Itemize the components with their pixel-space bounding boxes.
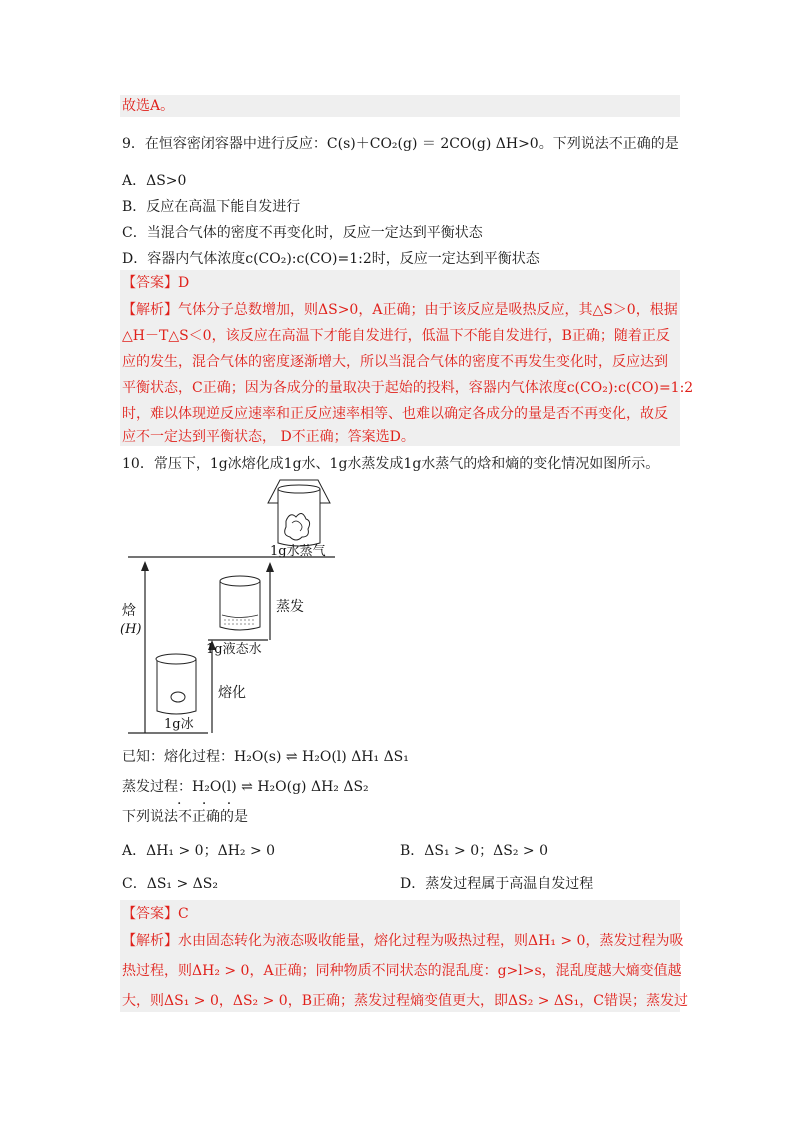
melt-label: 熔化 (218, 685, 246, 701)
liquid-beaker-icon (220, 576, 260, 630)
q10-answer: 【答案】C (122, 906, 189, 922)
ice-label: 1g冰 (164, 717, 194, 732)
q9-option-d: D．容器内气体浓度c(CO₂):c(CO)=1:2时，反应一定达到平衡状态 (122, 251, 540, 267)
q10-known-evaporate: 蒸发过程：H₂O(l) ⇌ H₂O(g) ΔH₂ ΔS₂ (122, 779, 369, 795)
q10-analysis-line: 【解析】水由固态转化为液态吸收能量，熔化过程为吸热过程，则ΔH₁ > 0，蒸发过程为吸 (122, 933, 684, 949)
ice-beaker-icon (156, 654, 196, 714)
emphasis-dots: · · · (177, 796, 240, 812)
q9-analysis-line: 时，难以体现逆反应速率和正反应速率相等、也难以确定各成分的量是否不再变化，故反 (122, 406, 668, 422)
enthalpy-diagram (120, 475, 360, 740)
enthalpy-axis-arrowhead (141, 561, 149, 571)
evaporate-arrowhead (266, 562, 274, 572)
axis-label-h: (H) (120, 622, 142, 637)
q10-stem: 10．常压下，1g冰熔化成1g水、1g水蒸发成1g水蒸气的焓和熵的变化情况如图所示。 (122, 456, 660, 472)
vapor-beaker-icon (268, 480, 330, 546)
q10-option-b: B．ΔS₁ > 0；ΔS₂ > 0 (400, 843, 548, 859)
q10-option-a: A．ΔH₁ > 0；ΔH₂ > 0 (122, 843, 276, 859)
q9-option-b: B．反应在高温下能自发进行 (122, 199, 301, 215)
q9-analysis-line: 【解析】气体分子总数增加，则ΔS>0，A正确；由于该反应是吸热反应，其△S＞0，根据 (122, 302, 678, 318)
q9-option-a: A．ΔS>0 (122, 173, 187, 189)
q9-analysis-line: 平衡状态，C正确；因为各成分的量取决于起始的投料，容器内气体浓度c(CO₂):c(CO)=1:2 (122, 380, 694, 396)
vapor-label: 1g水蒸气 (270, 544, 326, 559)
q10-option-c: C．ΔS₁ > ΔS₂ (122, 876, 218, 892)
q9-analysis-line: △H－T△S＜0，该反应在高温下才能自发进行，低温下不能自发进行，B正确；随着正反 (122, 328, 670, 344)
evaporate-label: 蒸发 (276, 599, 304, 615)
q9-analysis-line: 应的发生，混合气体的密度逐渐增大，所以当混合气体的密度不再发生变化时，反应达到 (122, 354, 668, 370)
liquid-label: 1g液态水 (206, 642, 262, 657)
q10-option-d: D．蒸发过程属于高温自发过程 (400, 876, 594, 892)
q10-analysis-line: 大，则ΔS₁ > 0，ΔS₂ > 0，B正确；蒸发过程熵变值更大，即ΔS₂ > ΔS₁，C错误；蒸发过 (122, 993, 688, 1009)
q9-option-c: C．当混合气体的密度不再变化时，反应一定达到平衡状态 (122, 225, 483, 241)
q9-stem: 9．在恒容密闭容器中进行反应：C(s)＋CO₂(g) ＝ 2CO(g) ΔH>0。下列说法不正确的是 (122, 136, 679, 152)
q10-analysis-line: 热过程，则ΔH₂ > 0，A正确；同种物质不同状态的混乱度：g>l>s，混乱度越大熵变值越 (122, 963, 682, 979)
axis-label-enthalpy: 焓 (122, 603, 136, 619)
q9-answer: 【答案】D (122, 275, 190, 291)
q10-known-melt: 已知：熔化过程：H₂O(s) ⇌ H₂O(l) ΔH₁ ΔS₁ (122, 749, 409, 765)
q10-prompt: 下列说法不正确的是 (122, 809, 248, 825)
answer-block-top (120, 95, 680, 117)
q9-analysis-line: 应不一定达到平衡状态， D不正确；答案选D。 (122, 429, 415, 445)
top-answer: 故选A。 (122, 98, 175, 114)
